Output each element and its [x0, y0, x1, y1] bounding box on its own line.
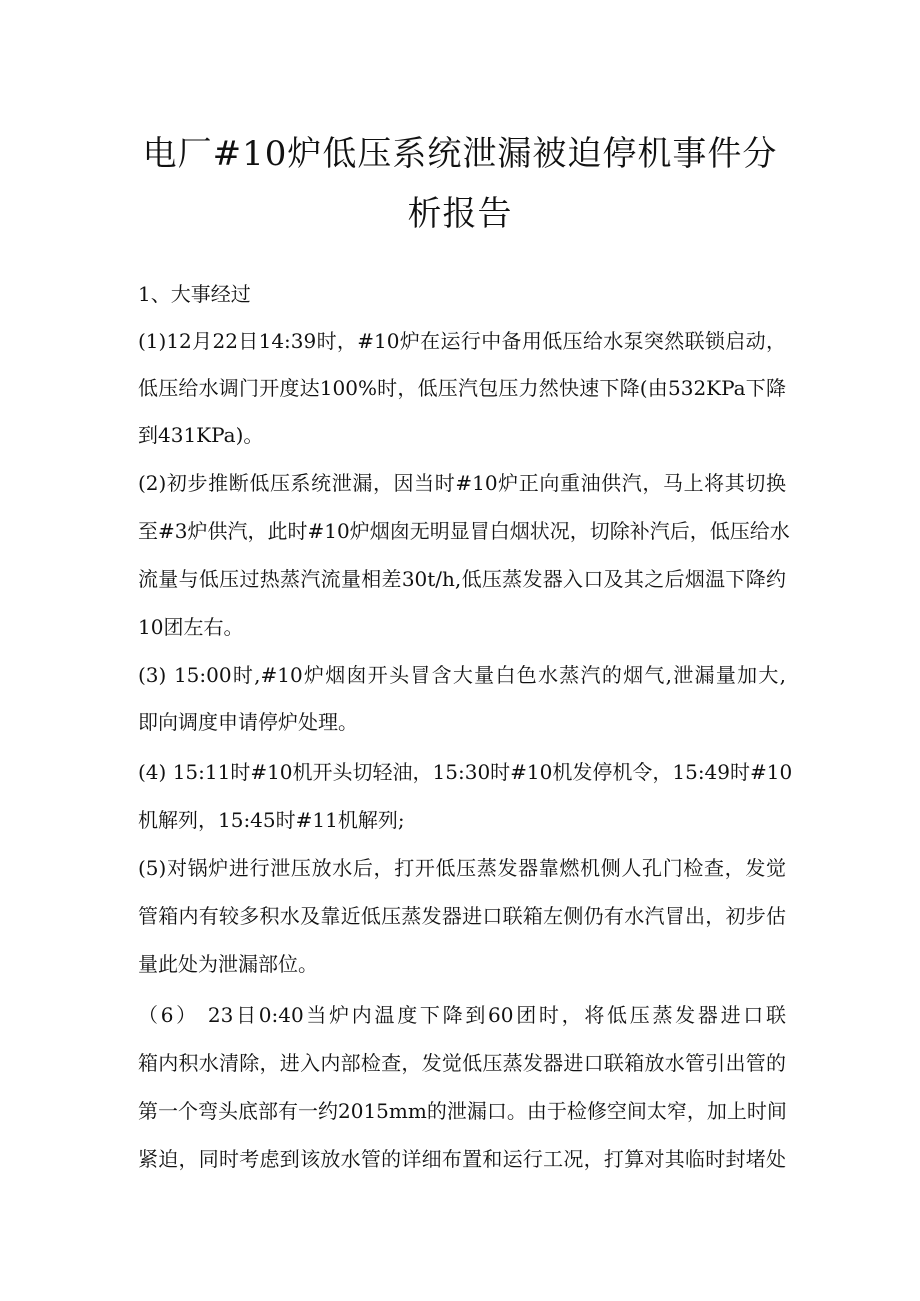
paragraph-line: 至#3炉供汽，此时#10炉烟囱无明显冒白烟状况，切除补汽后，低压给水	[138, 519, 790, 543]
paragraph-line: 量此处为泄漏部位。	[138, 952, 318, 976]
paragraph-line: 箱内积水清除，进入内部检查，发觉低压蒸发器进口联箱放水管引出管的	[138, 1051, 786, 1075]
section-heading: 1、大事经过	[138, 282, 251, 306]
paragraph-line: (3) 15:00时,#10炉烟囱开头冒含大量白色水蒸汽的烟气,泄漏量加大,	[138, 663, 786, 687]
document-title-line-1: 电厂#10炉低压系统泄漏被迫停机事件分	[142, 134, 778, 174]
paragraph-line: (5)对锅炉进行泄压放水后，打开低压蒸发器靠燃机侧人孔门检查，发觉	[138, 856, 786, 880]
paragraph-line: 第一个弯头底部有一约2015mm的泄漏口。由于检修空间太窄，加上时间	[138, 1099, 787, 1123]
paragraph-line: (1)12月22日14:39时，#10炉在运行中备用低压给水泵突然联锁启动，	[138, 329, 786, 353]
document-title-line-2: 析报告	[407, 194, 513, 234]
paragraph-line: 即向调度申请停炉处理。	[138, 710, 358, 734]
paragraph-line: 到431KPa)。	[138, 423, 264, 447]
paragraph-line: (2)初步推断低压系统泄漏，因当时#10炉正向重油供汽，马上将其切换	[138, 471, 786, 495]
paragraph-line: 10团左右。	[138, 615, 244, 639]
paragraph-line: 管箱内有较多积水及靠近低压蒸发器进口联箱左侧仍有水汽冒出，初步估	[138, 904, 786, 928]
paragraph-line: (4) 15:11时#10机开头切轻油，15:30时#10机发停机令，15:49时#10	[138, 760, 793, 784]
paragraph-line: 紧迫，同时考虑到该放水管的详细布置和运行工况，打算对其临时封堵处	[138, 1147, 786, 1171]
paragraph-line: 机解列，15:45时#11机解列;	[138, 808, 405, 832]
paragraph-line: 低压给水调门开度达100%时，低压汽包压力然快速下降(由532KPa下降	[138, 376, 786, 400]
paragraph-line: （6） 23日0:40当炉内温度下降到60团时，将低压蒸发器进口联	[138, 1003, 786, 1027]
paragraph-line: 流量与低压过热蒸汽流量相差30t∕h,低压蒸发器入口及其之后烟温下降约	[138, 567, 786, 591]
